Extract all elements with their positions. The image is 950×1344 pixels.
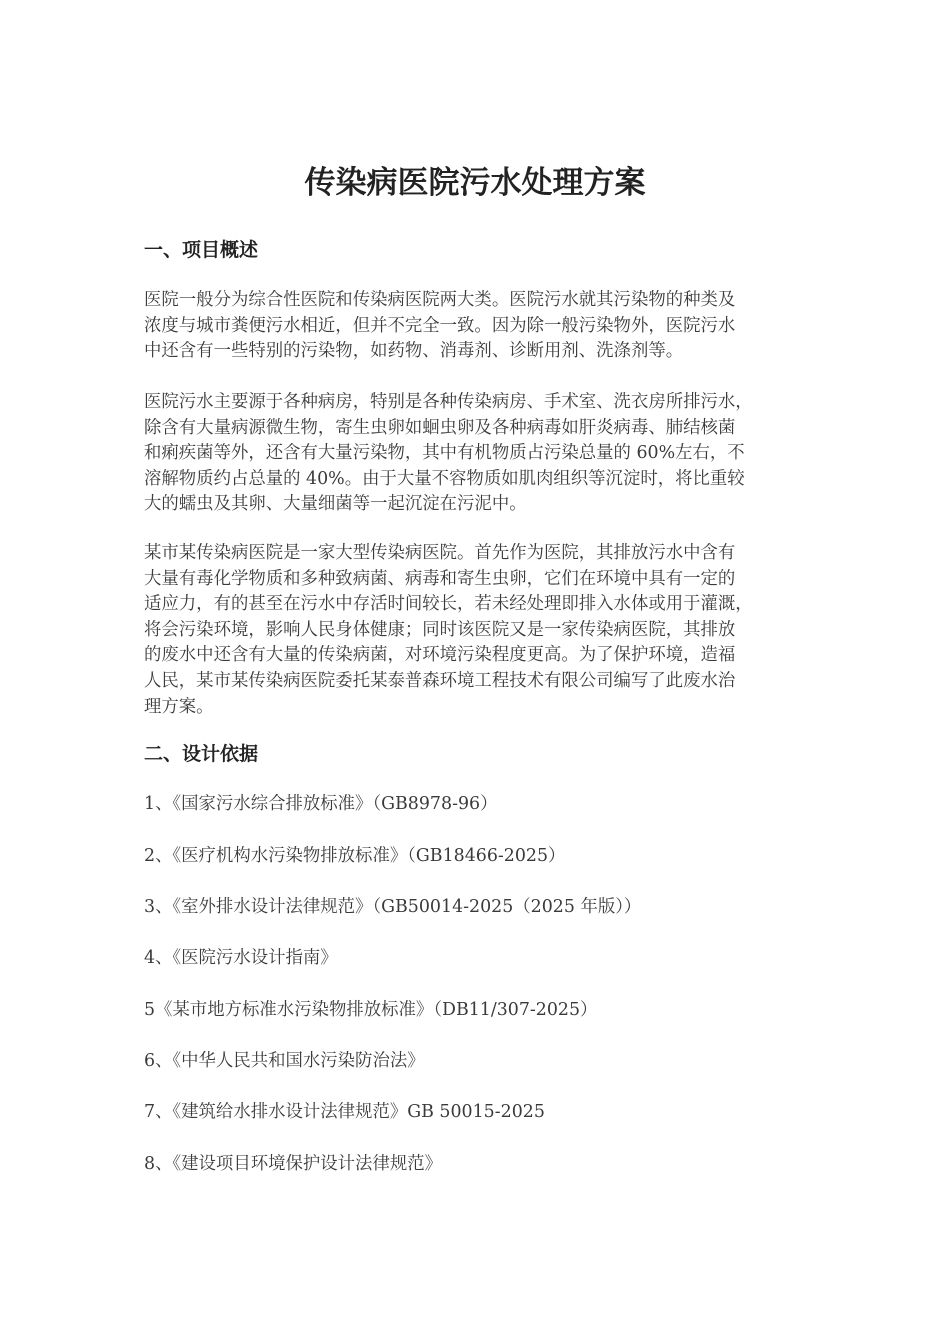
paragraph-hospital-types [144,288,820,365]
paragraph-line: 溶解物质约占总量的 40%。由于大量不容物质如肌肉组织等沉淀时，将比重较 [144,468,745,489]
paragraph-line: 适应力，有的甚至在污水中存活时间较长，若未经处理即排入水体或用于灌溉， [144,594,753,615]
reference-item: 2、《医疗机构水污染物排放标准》（GB18466-2025） [144,846,566,866]
reference-item: 8、《建设项目环境保护设计法律规范》 [144,1154,443,1174]
paragraph-line: 中还含有一些特别的污染物，如药物、消毒剂、诊断用剂、洗涤剂等。 [144,341,684,362]
reference-item: 6、《中华人民共和国水污染防治法》 [144,1051,425,1071]
paragraph-line: 的废水中还含有大量的传染病菌，对环境污染程度更高。为了保护环境，造福 [144,645,736,666]
reference-item: 1、《国家污水综合排放标准》（GB8978-96） [144,794,498,814]
paragraph-line: 和痢疾菌等外，还含有大量污染物，其中有机物质占污染总量的 60%左右，不 [144,443,745,464]
reference-item: 4、《医院污水设计指南》 [144,948,338,968]
paragraph-line: 人民，某市某传染病医院委托某泰普森环境工程技术有限公司编写了此废水治 [144,670,736,691]
paragraph-line: 大的蠕虫及其卵、大量细菌等一起沉淀在污泥中。 [144,494,527,515]
section-heading-design-basis: 二、设计依据 [144,743,259,765]
paragraph-line: 大量有毒化学物质和多种致病菌、病毒和寄生虫卵，它们在环境中具有一定的 [144,568,736,589]
paragraph-line: 理方案。 [144,696,214,717]
reference-item: 3、《室外排水设计法律规范》（GB50014-2025（2025 年版）） [144,897,642,917]
reference-item: 7、《建筑给水排水设计法律规范》GB 50015-2025 [144,1102,545,1122]
paragraph-sewage-sources [144,390,820,518]
paragraph-line: 将会污染环境，影响人民身体健康；同时该医院又是一家传染病医院，其排放 [144,619,736,640]
section-heading-overview: 一、项目概述 [144,239,259,261]
document-title: 传染病医院污水处理方案 [304,165,646,201]
paragraph-line: 除含有大量病源微生物，寄生虫卵如蛔虫卵及各种病毒如肝炎病毒、肺结核菌 [144,417,736,438]
paragraph-line: 医院一般分为综合性医院和传染病医院两大类。医院污水就其污染物的种类及 [144,290,736,310]
reference-item: 5《某市地方标准水污染物排放标准》（DB11/307-2025） [144,1000,598,1020]
paragraph-line: 医院污水主要源于各种病房，特别是各种传染病房、手术室、洗衣房所排污水， [144,392,753,412]
paragraph-line: 某市某传染病医院是一家大型传染病医院。首先作为医院，其排放污水中含有 [144,543,736,563]
paragraph-project-background [144,541,820,720]
paragraph-line: 浓度与城市粪便污水相近，但并不完全一致。因为除一般污染物外，医院污水 [144,315,736,336]
